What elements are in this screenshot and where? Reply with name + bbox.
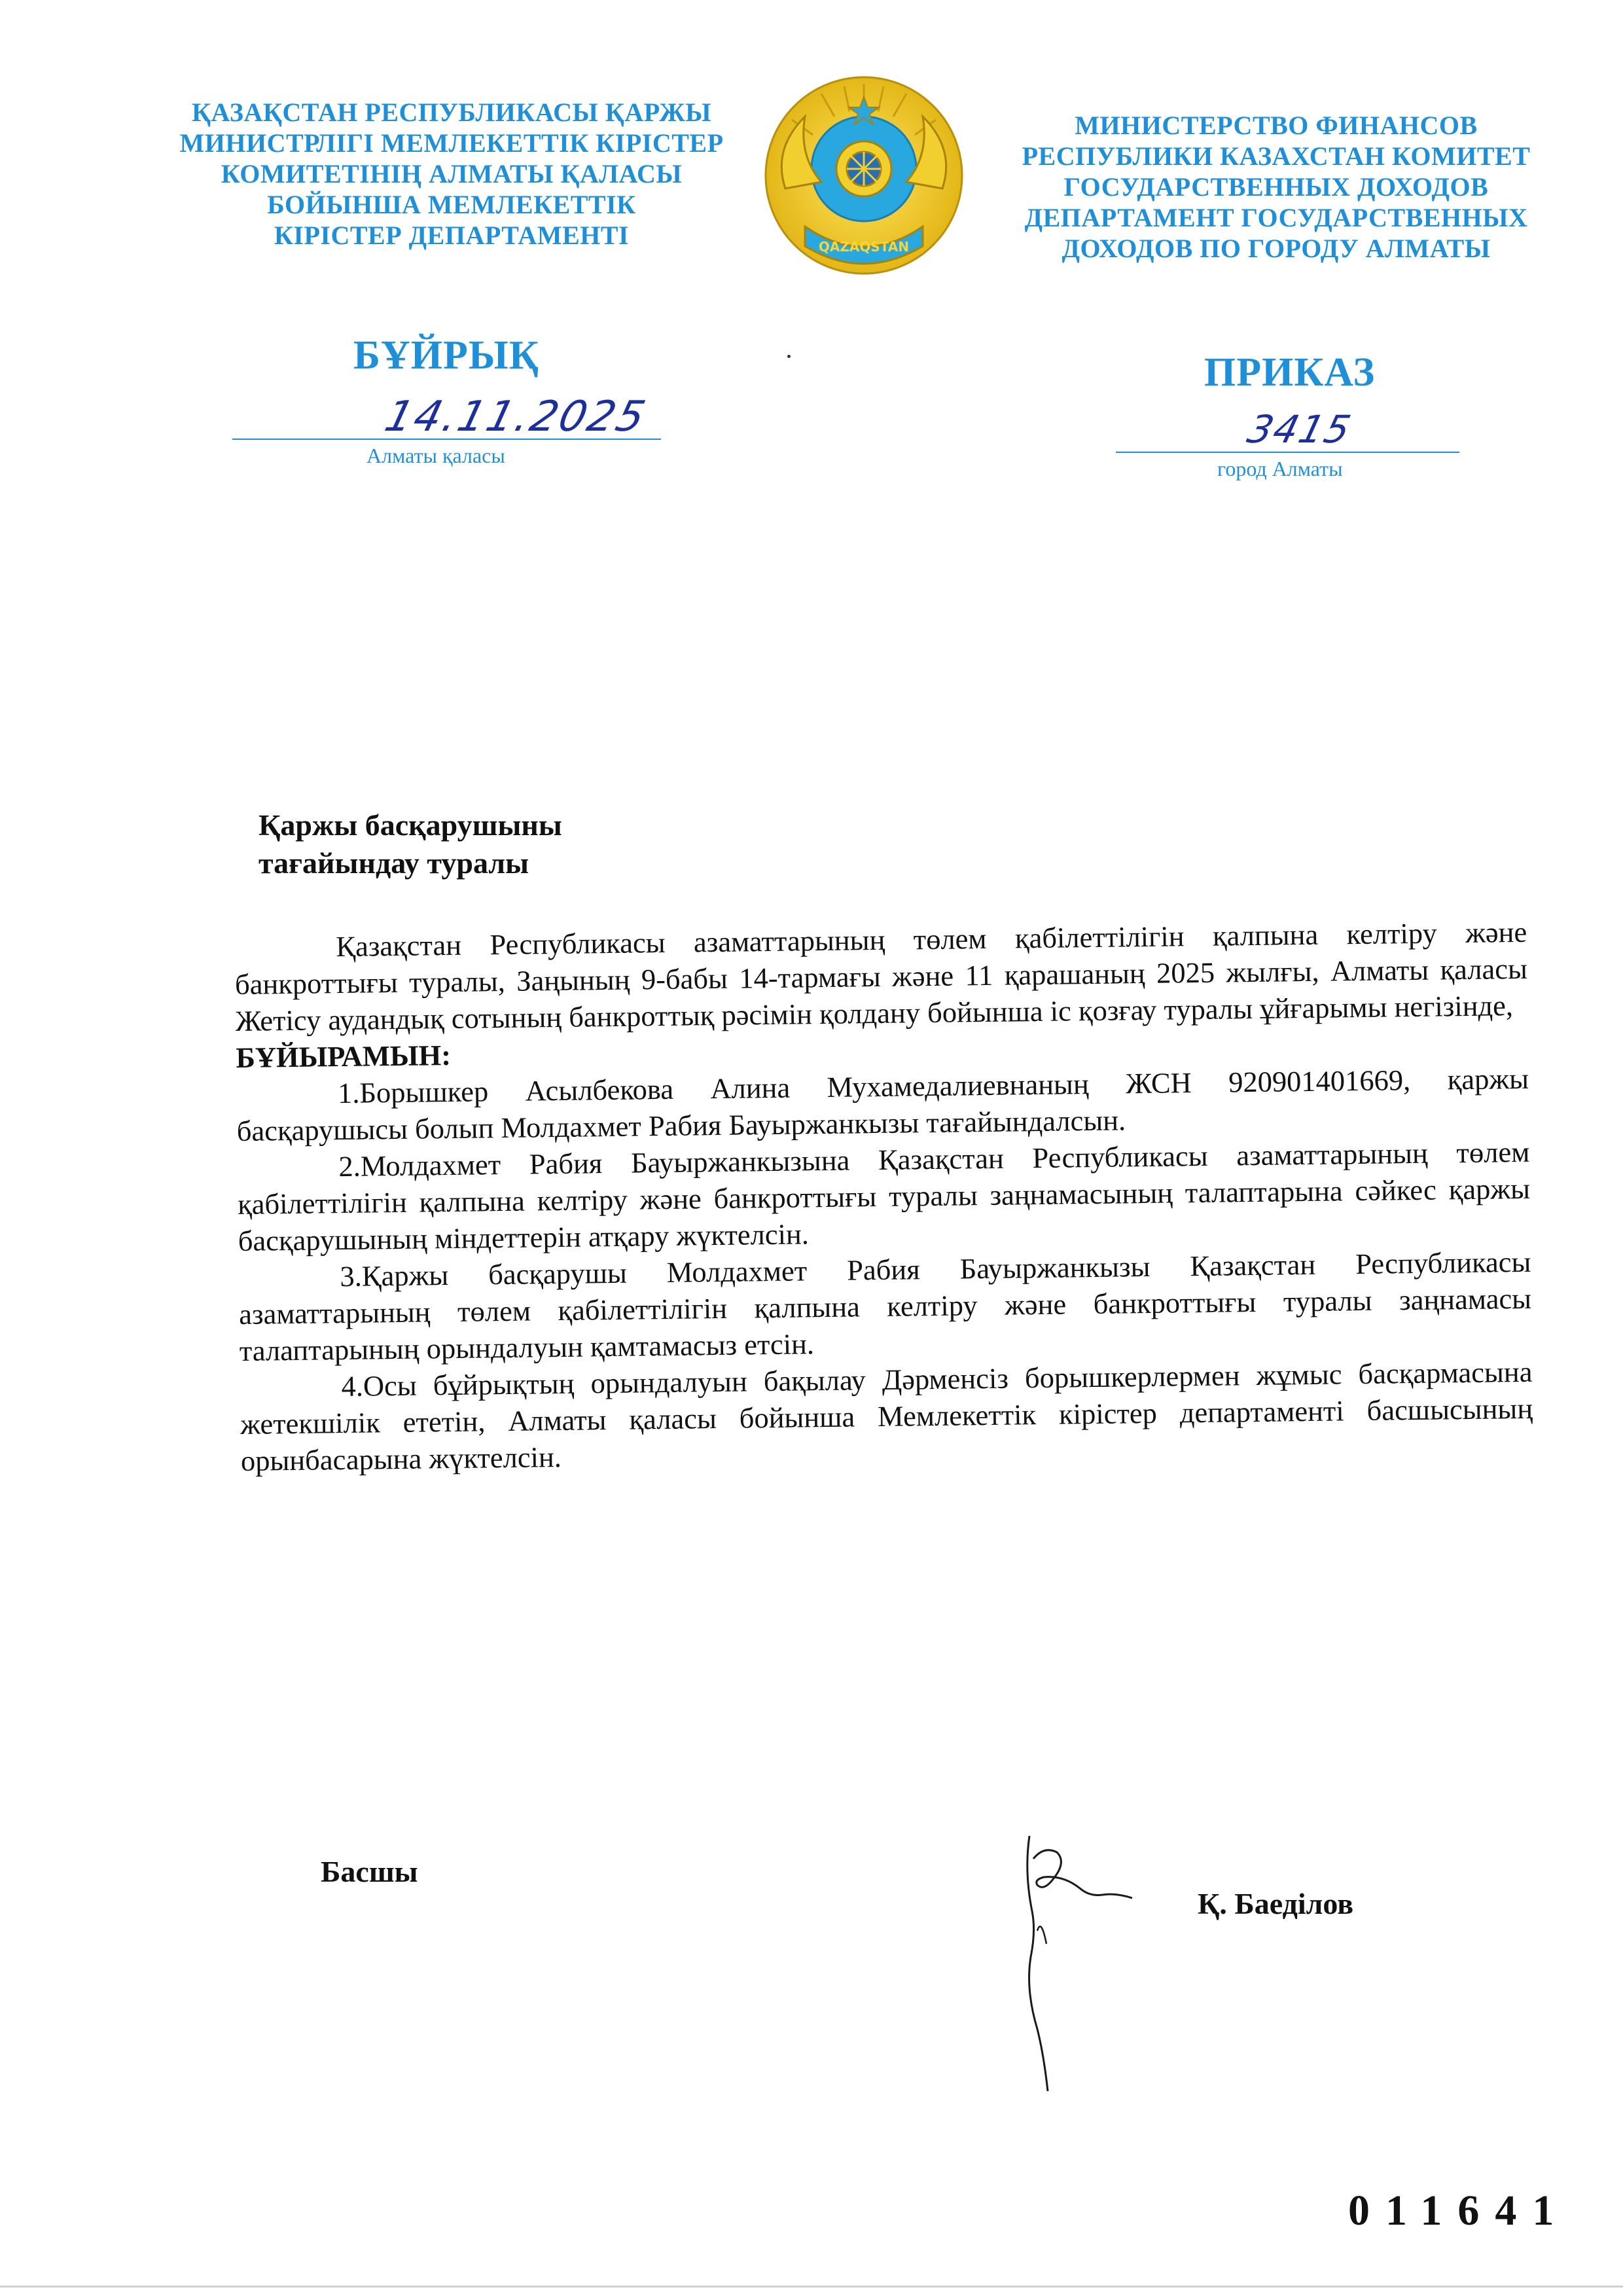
- order-item: 2.Молдахмет Рабия Бауыржанкызына Қазақстан Республикасы азаматтарының төлем қабілеттілігін қалпына келтіру және банкроттығы туралы заңнамасының талаптарына сәйкес қаржы басқарушының міндеттерін атқару жүктелсін.: [237, 1135, 1531, 1257]
- order-body: [234, 914, 1533, 1479]
- signatory-position: Басшы: [321, 1855, 418, 1888]
- serial-number: 011641: [1348, 2187, 1570, 2234]
- handwritten-number: 3415: [1243, 407, 1357, 452]
- number-underline: [1116, 452, 1459, 453]
- header-ru-line: ДЕПАРТАМЕНТ ГОСУДАРСТВЕННЫХ: [1024, 203, 1528, 232]
- order-title-line: тағайындау туралы: [259, 846, 529, 880]
- header-kz-line: МИНИСТРЛІГІ МЕМЛЕКЕТТІК КІРІСТЕР: [179, 128, 724, 158]
- header-kz-line: КІРІСТЕР ДЕПАРТАМЕНТІ: [274, 221, 630, 250]
- header-kz-line: КОМИТЕТІНІҢ АЛМАТЫ ҚАЛАСЫ: [221, 159, 683, 188]
- header-kz: [144, 97, 759, 251]
- doc-type-ru: ПРИКАЗ: [1204, 350, 1376, 395]
- doc-type-kz: БҰЙРЫҚ: [353, 333, 539, 378]
- header-ru: [1011, 110, 1541, 264]
- order-item: 4.Осы бұйрықтың орындалуын бақылау Дәрменсіз борышкерлермен жұмыс басқармасына жетекшілік ететін, Алматы қаласы бойынша Мемлекеттік кірістер департаменті басшысының орынбасарына жүктелсін.: [240, 1355, 1533, 1477]
- city-kz: Алматы қаласы: [366, 444, 505, 467]
- header-ru-line: ДОХОДОВ ПО ГОРОДУ АЛМАТЫ: [1061, 234, 1491, 263]
- header-kz-line: ҚАЗАҚСТАН РЕСПУБЛИКАСЫ ҚАРЖЫ: [191, 98, 712, 127]
- city-ru: город Алматы: [1217, 457, 1343, 480]
- state-emblem-icon: [759, 71, 969, 283]
- header-ru-line: ГОСУДАРСТВЕННЫХ ДОХОДОВ: [1063, 172, 1489, 202]
- order-word: БҰЙЫРАМЫН:: [236, 1038, 452, 1074]
- order-intro: Қазақстан Республикасы азаматтарының төлем қабілеттілігін қалпына келтіру және банкроттығы туралы, Заңының 9-бабы 14-тармағы және 11 қарашаның 2025 жылғы, Алматы қаласы Жетісу аудандық сотының банкроттық рәсімін қолдану бойынша іс қозғау туралы ұйғарымы негізінде,: [234, 915, 1528, 1037]
- signatory-name: Қ. Баеділов: [1198, 1887, 1354, 1920]
- date-underline: [232, 439, 661, 440]
- scan-dot: [787, 355, 791, 358]
- scan-edge: [0, 2286, 1623, 2287]
- header-ru-line: МИНИСТЕРСТВО ФИНАНСОВ: [1075, 111, 1478, 140]
- handwritten-date: 14.11.2025: [380, 393, 652, 441]
- order-item: 3.Қаржы басқарушы Молдахмет Рабия Бауыржанкызы Қазақстан Республикасы азаматтарының төлем қабілеттілігін қалпына келтіру және банкроттығы туралы заңнамасы талаптарының орындалуын қамтамасыз етсін.: [238, 1245, 1532, 1367]
- header-kz-line: БОЙЫНША МЕМЛЕКЕТТІК: [267, 190, 636, 219]
- order-title: [259, 806, 562, 882]
- emblem-label: QAZAQSTAN: [818, 239, 910, 255]
- handwritten-signature: [1018, 1833, 1142, 2094]
- order-item: 1.Борышкер Асылбекова Алина Мухамедалиевнаның ЖСН 920901401669, қаржы басқарушысы болып Молдахмет Рабия Бауыржанкызы тағайындалсын.: [236, 1062, 1529, 1147]
- header-ru-line: РЕСПУБЛИКИ КАЗАХСТАН КОМИТЕТ: [1022, 141, 1531, 171]
- order-title-line: Қаржы басқарушыны: [259, 808, 562, 842]
